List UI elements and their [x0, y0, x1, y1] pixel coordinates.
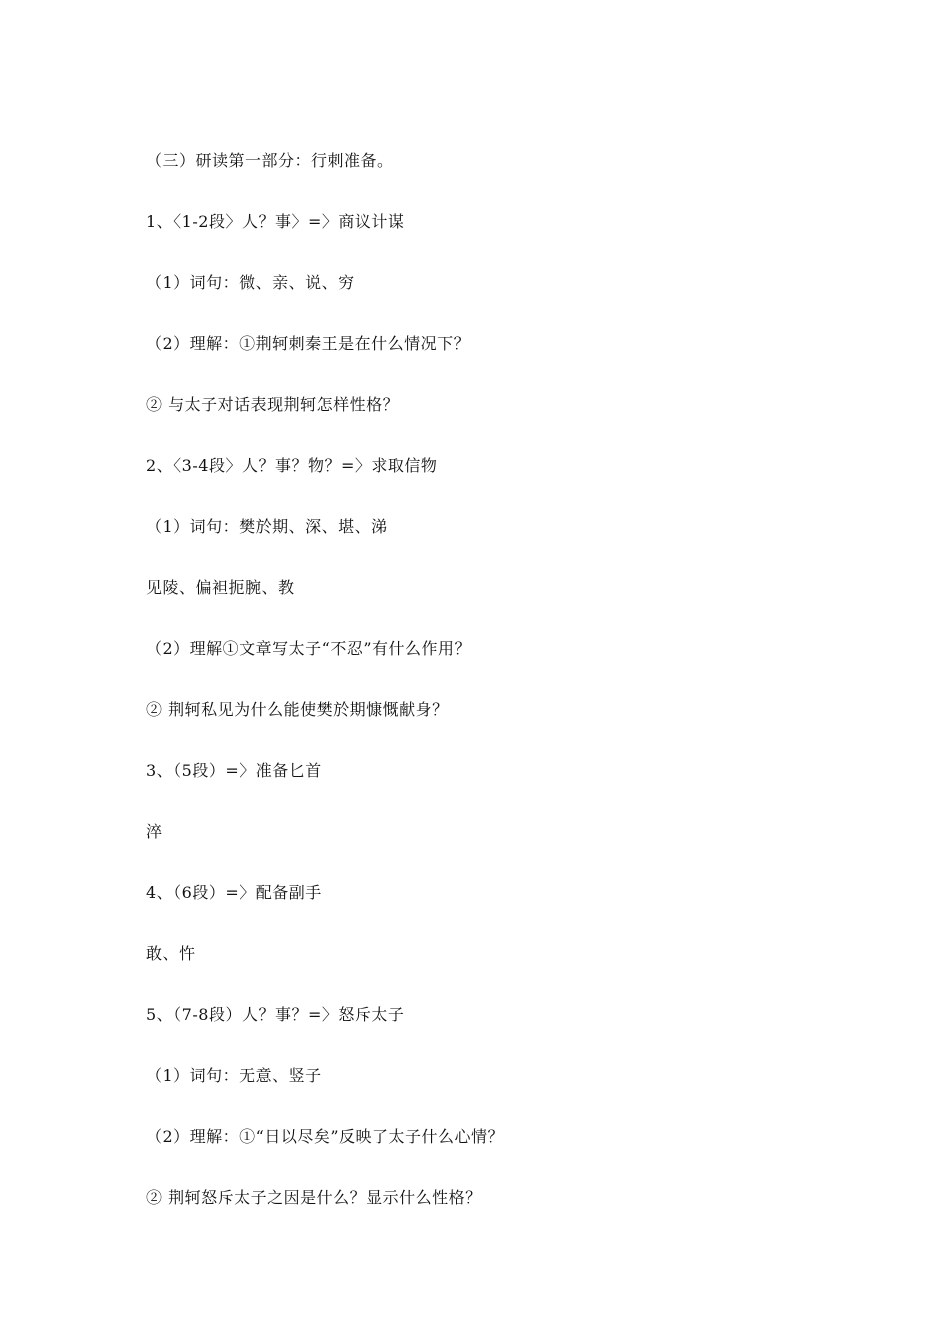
item-4-vocab: 敢、忤: [146, 944, 196, 963]
item-5-question-1: （2）理解：①“日以尽矣”反映了太子什么心情？: [146, 1127, 505, 1146]
section-heading: （三）研读第一部分：行刺准备。: [146, 151, 394, 170]
item-5-question-2: ② 荆轲怒斥太子之因是什么？显示什么性格？: [146, 1188, 482, 1207]
document-body: [0, 146, 950, 1244]
item-1-question-1: （2）理解：①荆轲刺秦王是在什么情况下？: [146, 334, 471, 353]
item-3-vocab: 淬: [146, 822, 163, 841]
item-2-heading: 2、〈3-4段〉人？事？物？=〉求取信物: [146, 456, 438, 475]
item-5-vocab: （1）词句：无意、竖子: [146, 1066, 322, 1085]
item-1-vocab: （1）词句：微、亲、说、穷: [146, 273, 355, 292]
item-4-heading: 4、（6段）=〉配备副手: [146, 883, 322, 902]
item-2-question-1: （2）理解①文章写太子“不忍”有什么作用？: [146, 639, 472, 658]
item-2-vocab: （1）词句：樊於期、深、堪、涕: [146, 517, 388, 536]
item-1-question-2: ② 与太子对话表现荆轲怎样性格？: [146, 395, 400, 414]
item-3-heading: 3、（5段）=〉准备匕首: [146, 761, 322, 780]
item-2-question-2: ② 荆轲私见为什么能使樊於期慷慨献身？: [146, 700, 449, 719]
item-1-heading: 1、〈1-2段〉人？事〉=〉商议计谋: [146, 212, 405, 231]
item-2-vocab-continued: 见陵、偏袒扼腕、教: [146, 578, 295, 597]
item-5-heading: 5、（7-8段）人？事？=〉怒斥太子: [146, 1005, 405, 1024]
